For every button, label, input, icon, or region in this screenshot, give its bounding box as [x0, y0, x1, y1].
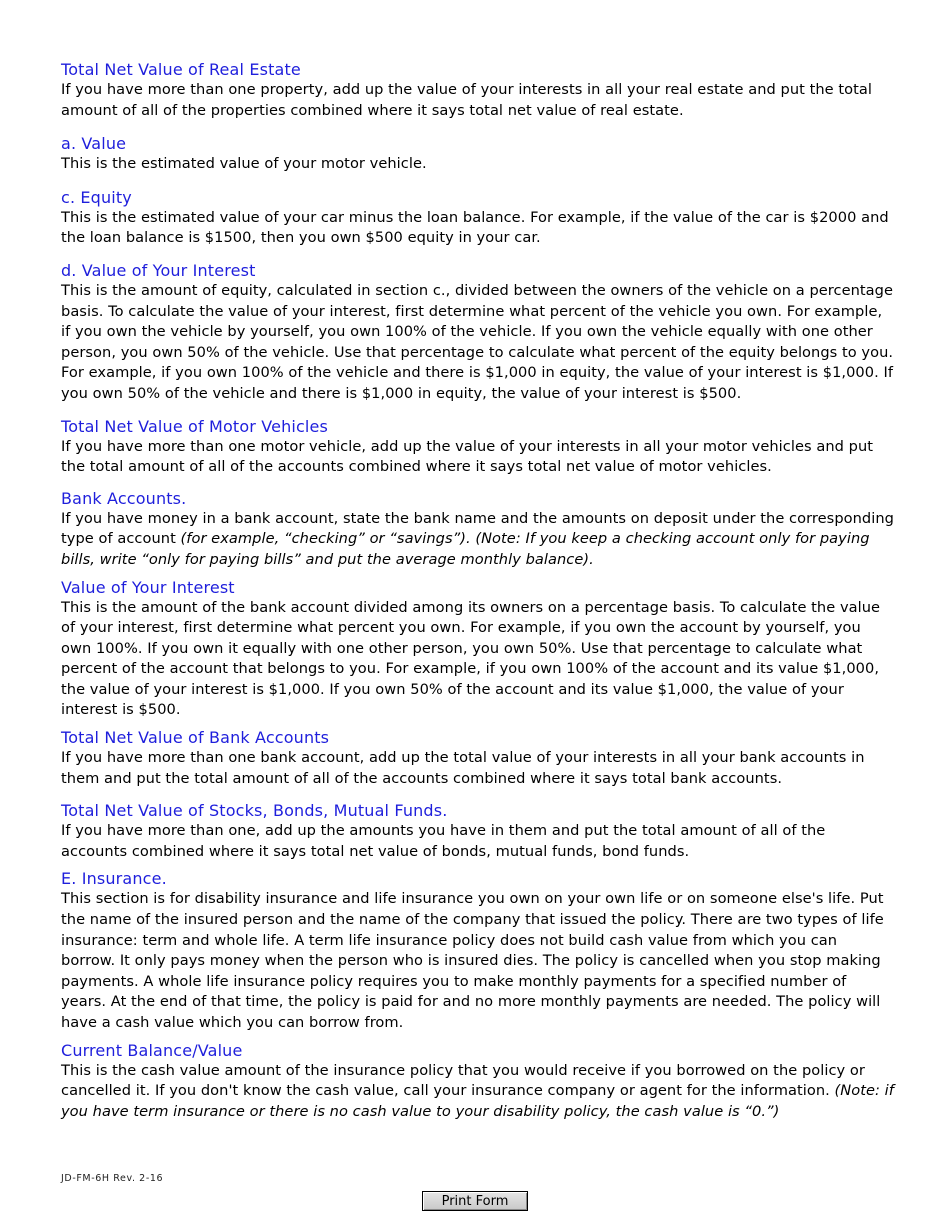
section-heading: Current Balance/Value	[61, 1040, 243, 1060]
section-bank-interest	[61, 578, 895, 722]
section-current-balance	[61, 1041, 895, 1123]
section-body: This is the amount of equity, calculated in section c., divided between the owners of the vehicle on a percentage basis. To calculate the value of your interest, first determine what percent of the vehicle you own. For example, if you own the vehicle by yourself, you own 100% of the vehicle. If you own the vehicle equally with one other person, you own 50% of the vehicle. Use that percentage to calculate what percent of the equity belongs to you. For example, if you own 100% of the vehicle and there is $1,000 in equity, the value of your interest is $1,000. If you own 50% of the vehicle and there is $1,000 in equity, the value of your interest is $500.	[61, 281, 894, 402]
section-motor-vehicles-total	[61, 417, 895, 478]
section-body	[61, 1061, 895, 1123]
section-heading: Total Net Value of Motor Vehicles	[61, 416, 328, 436]
section-body: If you have more than one motor vehicle, add up the value of your interests in all your motor vehicles and put the total amount of all of the accounts combined where it says total net value of motor vehicles.	[61, 437, 874, 476]
section-body: If you have more than one property, add up the value of your interests in all your real estate and put the total amount of all of the properties combined where it says total net value of real estate.	[61, 81, 873, 119]
section-heading: Total Net Value of Bank Accounts	[61, 728, 330, 748]
section-heading: a. Value	[61, 134, 127, 154]
section-insurance	[61, 869, 895, 1033]
section-real-estate-total	[61, 60, 895, 121]
section-stocks-bonds-total	[61, 801, 895, 862]
instructions-content	[61, 60, 895, 1122]
section-body: This is the estimated value of your car minus the loan balance. For example, if the value of the car is $2000 and the loan balance is $1500, then you own $500 equity in your car.	[61, 208, 889, 247]
section-heading: Total Net Value of Stocks, Bonds, Mutual Funds.	[61, 801, 448, 821]
section-heading: d. Value of Your Interest	[61, 260, 256, 280]
section-heading: Total Net Value of Real Estate	[61, 60, 301, 79]
section-body	[61, 509, 895, 571]
section-heading: c. Equity	[61, 187, 132, 207]
print-form-button[interactable]: Print Form	[422, 1191, 528, 1211]
section-heading: E. Insurance.	[61, 869, 167, 889]
section-vehicle-interest	[61, 261, 895, 405]
section-body: This is the amount of the bank account divided among its owners on a percentage basis. To calculate the value of your interest, first determine what percent you own. For example, if you own the account by yourself, you own 100%. If you own it equally with one other person, you own 50%. Use that percentage to calculate what percent of the account that belongs to you. For example, if you own 100% of the account and its value $1,000, the value of your interest is $1,000. If you own 50% of the account and its value $1,000, the value of your interest is $500.	[61, 598, 881, 719]
body-note: (Note: if you have term insurance or there is no cash value to your disability policy, the cash value is “0.”)	[61, 1082, 894, 1120]
section-bank-accounts	[61, 489, 895, 571]
body-text: This is the cash value amount of the insurance policy that you would receive if you borrowed on the policy or cancelled it. If you don't know the cash value, call your insurance company or agent for the information.	[61, 1061, 865, 1100]
section-body: If you have more than one bank account, add up the total value of your interests in all your bank accounts in them and put the total amount of all of the accounts combined where it says total bank accounts.	[61, 749, 865, 787]
section-vehicle-value	[61, 134, 895, 175]
body-text: If you have money in a bank account, state the bank name and the amounts on deposit under the corresponding type of account	[61, 509, 894, 548]
section-body: If you have more than one, add up the amounts you have in them and put the total amount of all of the accounts combined where it says total net value of bonds, mutual funds, bond funds.	[61, 822, 826, 860]
form-code: JD-FM-6H Rev. 2-16	[61, 1173, 164, 1184]
body-note: (for example, “checking” or “savings”). (Note: If you keep a checking account only for paying bills, write “only for paying bills” and put the average monthly balance).	[61, 530, 870, 568]
section-heading: Bank Accounts.	[61, 488, 187, 508]
section-heading: Value of Your Interest	[61, 577, 235, 597]
section-bank-accounts-total	[61, 728, 895, 789]
section-body: This section is for disability insurance and life insurance you own on your own life or on someone else's life. Put the name of the insured person and the name of the company that issued the policy. There are two types of life insurance: term and whole life. A term life insurance policy does not build cash value from which you can borrow. It only pays money when the person who is insured dies. The policy is cancelled when you stop making payments. A whole life insurance policy requires you to make monthly payments for a specified number of years. At the end of that time, the policy is paid for and no more monthly payments are needed. The policy will have a cash value which you can borrow from.	[61, 890, 884, 1031]
section-equity	[61, 188, 895, 249]
section-body: This is the estimated value of your motor vehicle.	[61, 155, 427, 173]
